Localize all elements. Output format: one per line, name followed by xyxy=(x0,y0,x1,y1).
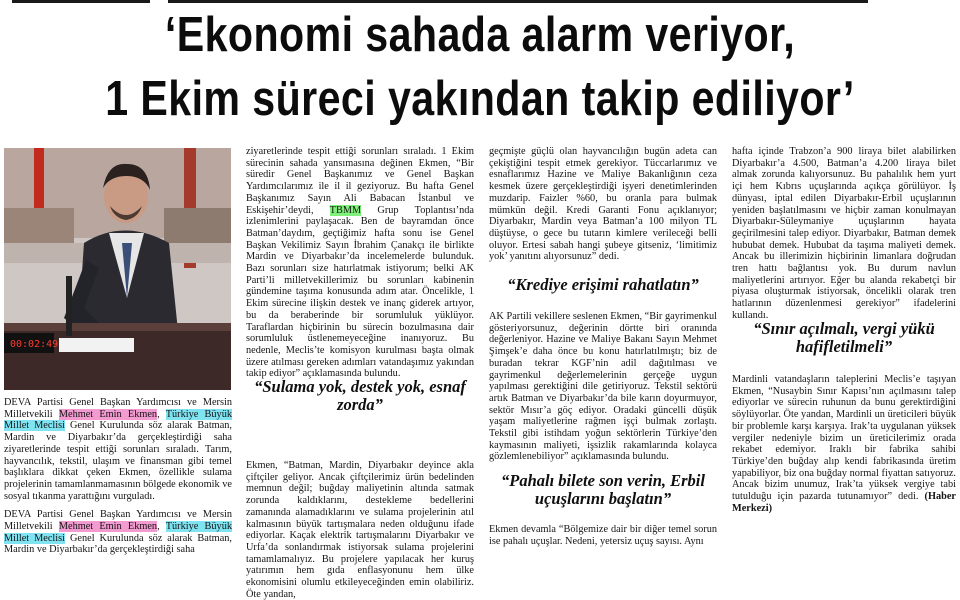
column2-top-text-b: Grup Toplantısı’nda izlenimlerini paylaşacak. Ben de bayramdan önce Batman’daydım, geçtiğimiz hafta sonu ise Genel Başkan Vekilimiz Sayın İbrahim Çanakçı ile birlikte Mardin ve Diyarbakır’da incelemelerde bulunduk. Bazı sorunları size hatırlatmak istiyorum; belki AK Parti’li milletvekillerimiz bu sorunları kabinenin gündemine taşıma konusunda adım atar. Öncelikle, 1 Ekim sürecine ilişkin destek ve inanç giderek artıyor, bu da beraberinde bir sorumluluk yüklüyor. Taraflardan hiçbirinin bu sürecin bozulmasına dair sorumluluk üstlenemeyeceğine inanıyoruz. Bu nedenle, Meclis’te komisyon kurulması başta olmak üzere atılması gereken adımları vatandaşımız yakından takip ediyor” açıklamasında bulundu. xyxy=(246,204,474,380)
article-column-3-top xyxy=(489,146,717,266)
subheading-kredi: “Krediye erişimi rahatlatın” xyxy=(507,275,699,294)
source-credit: (Haber Merkezi) xyxy=(732,491,956,514)
subheading-erbil: “Pahalı bilete son verin, Erbil uçuşlarını başlatın” xyxy=(501,471,705,508)
column3-paragraph-top: geçmişte güçlü olan hayvancılığın bugün adeta can çekiştiğini tespit etmek gerekiyor. Tüccarlarımız ve esnaflarımız Hazine ve Maliye Bakanlığının ceza kesmek üzere gerçekleştirdiği işyeri denetimlerinden muzdarip. Faizler %60, bu oranla para bulmak mümkün değil. Kredi Garanti Fonu açıklanıyor; Diyarbakır, Mardin veya Batman’a 100 milyon TL düştüyse, o gece bu tutarın kimlere verileceği belli oluyor. Ertesi sabah hangi şubeye gitseniz, ‘limitimiz yok’ yanıtını alıyorsunuz” dedi. xyxy=(489,146,717,263)
column1-paragraph-1 xyxy=(4,397,232,502)
column1-p2-text-c: Genel Kurulunda söz alarak Batman, Mardin ve Diyarbakır’da gerçekleştirdiği saha xyxy=(4,532,232,556)
article-column-4-top xyxy=(732,146,956,321)
subheading-sinir: “Sınır açılmalı, vergi yükü hafifletilmeli” xyxy=(753,319,935,356)
column1-p2-text-a: DEVA Partisi Genel Başkan Yardımcısı ve Mersin Milletvekili xyxy=(4,509,232,533)
highlight-tbmm-1: Türkiye Büyük Millet Meclisi xyxy=(4,408,232,432)
article-column-2-top xyxy=(246,146,474,380)
column1-p1-text-a: DEVA Partisi Genel Başkan Yardımcısı ve Mersin Milletvekili xyxy=(4,397,232,420)
top-rule-left xyxy=(12,0,150,3)
column4-paragraph-bottom xyxy=(732,374,956,514)
column1-p1-text-c: Genel Kurulunda söz alarak Batman, Mardin ve Diyarbakır’da gerçekleştirdiği saha ziyaretlerinde tespit ettiği sorunları sıraladı. Tarım, hayvancılık, tekstil, ulaşım ve finansman gibi temel başlıklara dikkat çeken Ekmen, özellikle sulama projelerinin tamamlanmamasının bölgede ekonomik ve sosyal tıkanma yarattığını vurguladı. xyxy=(4,420,232,502)
article-column-3-middle xyxy=(489,311,717,463)
headline-line-1: ‘Ekonomi sahada alarm veriyor, xyxy=(164,8,796,62)
photo-counter: 00:02:49 xyxy=(10,339,59,350)
subheading-sulama: “Sulama yok, destek yok, esnaf zorda” xyxy=(254,377,466,414)
article-column-3-bottom xyxy=(489,524,717,574)
highlight-tbmm-2: Türkiye Büyük Millet Meclisi xyxy=(4,521,232,544)
top-rule-right xyxy=(168,0,868,3)
column2-paragraph-bottom: Ekmen, “Batman, Mardin, Diyarbakır deyince akla çiftçiler geliyor. Ancak çiftçilerimiz ürün bedelinden memnun değil; buğday maliyetinin altında satmak zorunda kaldıklarını, destekleme bedellerini zamanında alamadıklarını ve sulama projelerinin atıl kalmasının büyük tartışmalara neden olduğunu ifade ediyorlar. Kaçak elektrik tartışmalarını Diyarbakır ve Urfa’da sonlandırmak istiyorsak sulama projelerini tamamlamalıyız. Bu projelere yapılacak her kuruş yatırımın hem gıda enflasyonunu hem ülke ekonomisini olumlu etkileyeceğinden emin olabiliriz. Öte yandan, xyxy=(246,460,474,600)
highlight-tbmm-3: TBMM xyxy=(329,204,362,216)
highlight-name-ekmen-2: Mehmet Emin Ekmen xyxy=(58,521,158,533)
column2-top-text-a: ziyaretlerinde tespit ettiği sorunları sıraladı. 1 Ekim sürecinin sahada yansımasına değinen Ekmen, “Bir süredir Genel Başkanımız ve Genel Başkan Yardımcılarımız ile il il geziyoruz. Bu hafta Genel Başkanımız Sayın Ali Babacan İstanbul ve Eskişehir’deydi, xyxy=(246,146,474,216)
highlight-name-ekmen-1: Mehmet Emin Ekmen xyxy=(58,408,158,420)
speaker-photo xyxy=(4,148,231,390)
column3-paragraph-middle: AK Partili vekillere seslenen Ekmen, “Bir gayrimenkul gösteriyorsunuz, değerinin dörtte biri oranında değerleniyor. Hazine ve Maliye Bakanı Sayın Mehmet Şimşek’e daha önce bu konu hatırlatılmıştı; biz de buradan tekrar KGF’nin adil dağıtılması ve gayrimenkul değerlemelerinin gerçeğe uygun yapılması gerektiğini dile getiriyoruz. Tekstil sektörü artık Batman ve Diyarbakır’da bile karın doyurmuyor, sektör Mısır’a göç ediyor. Oradaki güncelli düşük yaşam maliyetlerine rağmen işçi bulmak zorlaştı. Tekstil gibi istihdam yoğun sektörlerin Türkiye’den kaymasının maliyeti, işsizlik rakamlarında kolayca gözlemlenebiliyor” açıklamasında bulundu. xyxy=(489,311,717,463)
article-column-1 xyxy=(4,397,232,574)
article-column-4-bottom xyxy=(732,374,956,574)
headline-line-2: 1 Ekim süreci yakından takip ediliyor’ xyxy=(105,72,855,126)
column3-paragraph-bottom: Ekmen devamla “Bölgemize dair bir diğer temel sorun ise pahalı uçuşlar. Nedeni, yetersiz uçuş sayısı. Aynı xyxy=(489,524,717,547)
column4-paragraph-top: hafta içinde Trabzon’a 900 liraya bilet alabilirken Diyarbakır’a 4.500, Batman’a 4.200 liraya bilet almak zorunda kalıyorsunuz. Bu pahalılık hem yurt içi hem Kıbrıs uçuşlarında açıkça görülüyor. İş dünyası, iptal edilen Diyarbakır-Erbil uçuşlarının yeniden başlatılmasını ve hiçbir zaman konulmayan Diyarbakır-Süleymaniye uçuşlarının hayata geçirilmesini talep ediyor. Diyarbakır, Batman demek hububat demek. Hububat da taşıma maliyeti demek. Ancak bu illerimizin hiçbirinin limanlara doğrudan tren hattı bağlantısı yok. Bu durum navlun maliyetlerini artırıyor. Eğer bu alanda rekabetçi bir piyasa oluşturmak istiyorsak, öncelikli olarak tren hatlarının düzenlenmesi gerekiyor” ifadelerini kullandı. xyxy=(732,146,956,321)
parliament-speaker-image xyxy=(4,148,231,390)
column2-paragraph-top xyxy=(246,146,474,380)
article-column-2-bottom xyxy=(246,460,474,600)
column4-bottom-text: Mardinli vatandaşların taleplerini Meclis’e taşıyan Ekmen, “Nusaybin Sınır Kapısı’nın açılmasını talep ediyorlar ve sürecin ruhunun da bunu gerektirdiğini söylüyorlar. Öte yandan, Mardinli un üreticileri büyük bir problemle karşı karşıya. Irak’ta uygulanan yüksek vergiler nedeniyle bizim un üreticilerimiz orada rekabet edemiyor. Iraklı bir fabrika sahibi Türkiye’den buğday alıp kendi fabrikasında üretim yapabiliyor, biz ona buğday normal fiyattan satıyoruz. Ancak bizim unumuz, Irak’ta yüksek vergiye tabi tutulduğu için pazarda tutunamıyor” dedi. xyxy=(732,374,956,503)
column1-p2-text-b: , xyxy=(157,521,166,533)
column1-paragraph-2 xyxy=(4,509,232,556)
column1-p1-text-b: , xyxy=(157,408,166,420)
